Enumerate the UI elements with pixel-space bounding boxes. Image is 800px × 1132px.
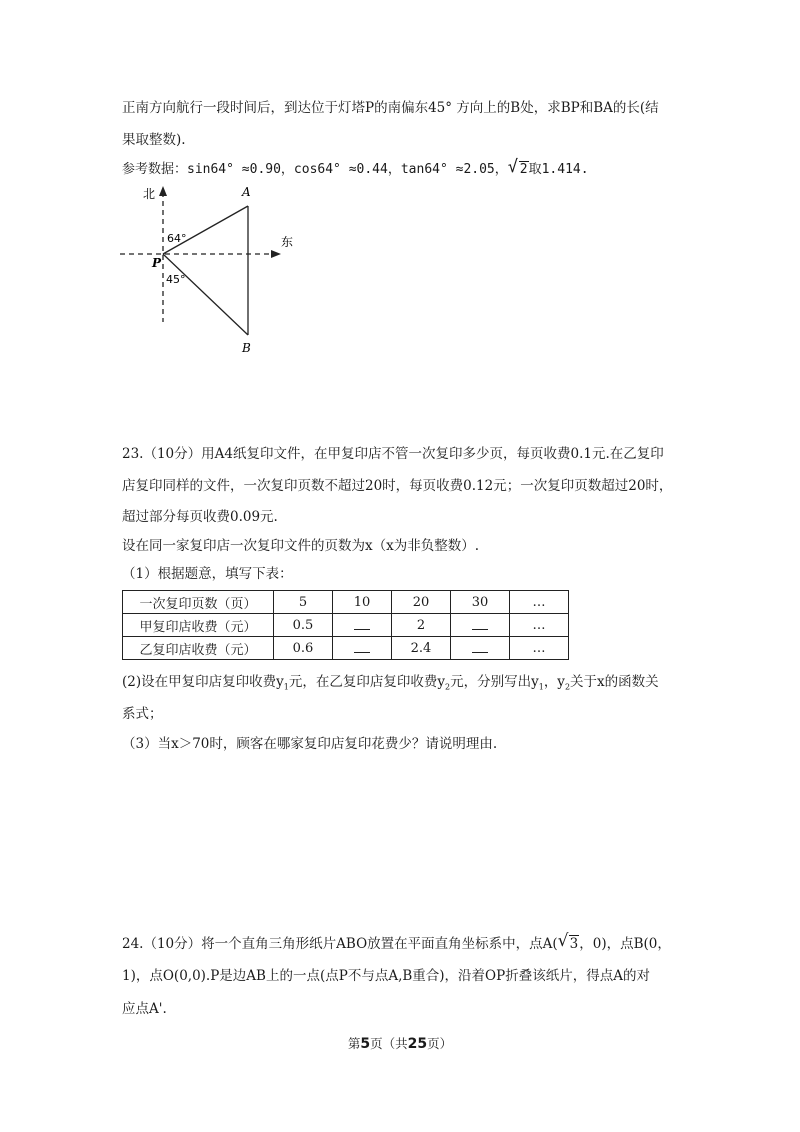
blank-cell[interactable]	[333, 637, 392, 660]
sqrt-symbol: √ 2	[508, 160, 529, 180]
table-cell: 2	[392, 614, 451, 637]
q24-line-2: 1)，点O(0,0).P是边AB上的一点(点P不与点A,B重合)，沿着OP折叠该纸片，得点A的对	[122, 968, 650, 984]
page-footer: 第5页（共25页）	[347, 1036, 453, 1052]
table-cell: 5	[274, 591, 333, 614]
q23-line-3: 超过部分每页收费0.09元.	[122, 509, 278, 525]
table-cell: 乙复印店收费（元）	[123, 637, 274, 660]
q22-reference-data	[122, 160, 589, 180]
answer-blank	[354, 640, 370, 653]
north-label: 北	[143, 187, 156, 201]
q24-line-1: 24.（10分）将一个直角三角形纸片ABO放置在平面直角坐标系中，点A(√ 3，0)，点B(0，	[122, 934, 671, 954]
answer-blank	[354, 617, 370, 630]
table-cell: 20	[392, 591, 451, 614]
q24-line-3: 应点A'.	[122, 1001, 167, 1017]
table-cell: 0.6	[274, 637, 333, 660]
blank-cell[interactable]	[451, 637, 510, 660]
table-cell: 30	[451, 591, 510, 614]
table-cell: 甲复印店收费（元）	[123, 614, 274, 637]
q23-part-2-line-2: 系式；	[122, 706, 163, 722]
segment-pb	[163, 254, 248, 335]
navigation-figure	[115, 182, 305, 357]
q23-line-1: 23.（10分）用A4纸复印文件，在甲复印店不管一次复印多少页，每页收费0.1元.在乙复印	[122, 446, 664, 462]
north-arrow	[159, 186, 167, 196]
table-cell: …	[510, 637, 569, 660]
point-a-label: A	[242, 185, 251, 199]
total-pages: 25	[407, 1036, 428, 1052]
east-arrow	[271, 250, 281, 258]
angle-45-label: 45°	[166, 273, 186, 286]
table-cell: 0.5	[274, 614, 333, 637]
answer-blank	[472, 617, 488, 630]
east-label: 东	[281, 235, 294, 249]
table-cell: 10	[333, 591, 392, 614]
segment-pa	[163, 206, 248, 254]
table-cell: …	[510, 591, 569, 614]
point-b-label: B	[242, 341, 251, 355]
page-number: 5	[360, 1036, 371, 1052]
q22-line-1: 正南方向航行一段时间后，到达位于灯塔P的南偏东45° 方向上的B处，求BP和BA的长(结	[122, 100, 659, 116]
angle-64-label: 64°	[167, 232, 187, 245]
sqrt-symbol: √ 3	[558, 934, 580, 954]
table-row	[123, 614, 569, 637]
q23-part-1: （1）根据题意，填写下表：	[122, 566, 293, 582]
q22-line-2: 果取整数).	[122, 132, 186, 148]
table-row	[123, 591, 569, 614]
ref-suffix: 取1.414.	[528, 162, 589, 177]
table-cell: …	[510, 614, 569, 637]
blank-cell[interactable]	[333, 614, 392, 637]
q23-line-4: 设在同一家复印店一次复印文件的页数为x（x为非负整数）.	[122, 538, 480, 554]
fee-table	[122, 590, 569, 660]
q23-part-3: （3）当x＞70时，顾客在哪家复印店复印花费少？请说明理由.	[122, 736, 498, 752]
q23-line-2: 店复印同样的文件，一次复印页数不超过20时，每页收费0.12元；一次复印页数超过20时，	[122, 478, 673, 494]
answer-blank	[472, 640, 488, 653]
table-row	[123, 637, 569, 660]
q23-part-2: (2)设在甲复印店复印收费$y_1$元，在乙复印店复印收费$y_2$元，分别写出$y_1$，$y_2$关于x的函数关	[122, 674, 659, 692]
blank-cell[interactable]	[451, 614, 510, 637]
table-cell: 一次复印页数（页）	[123, 591, 274, 614]
table-cell: 2.4	[392, 637, 451, 660]
ref-prefix: 参考数据：sin64° ≈0.90，cos64° ≈0.44，tan64° ≈2.05，	[122, 162, 508, 177]
point-p-label: P	[152, 256, 162, 270]
